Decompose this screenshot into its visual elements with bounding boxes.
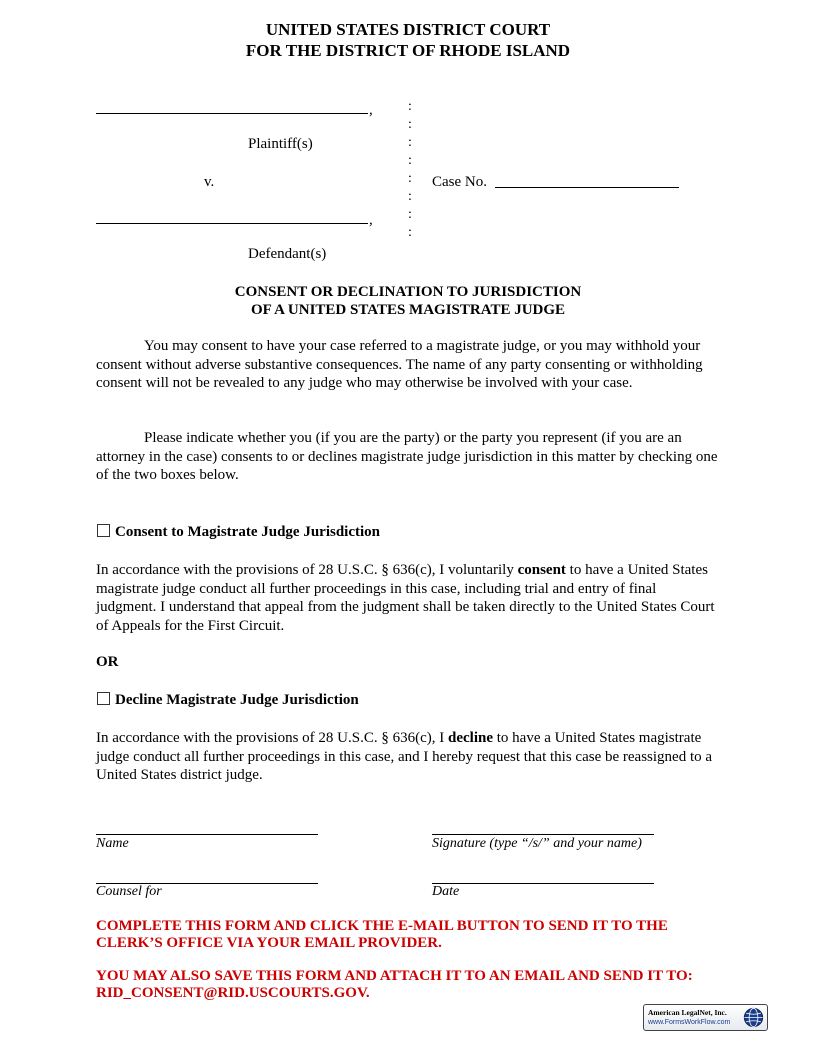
defendant-name-field[interactable] [96, 223, 368, 224]
consent-paragraph [96, 561, 720, 635]
decline-checkbox[interactable] [97, 692, 110, 705]
defendant-label: Defendant(s) [248, 246, 327, 262]
save-instructions: YOU MAY ALSO SAVE THIS FORM AND ATTACH IT TO AN EMAIL AND SEND IT TO: RID_CONSENT@RID.USCOURTS.GOV. [96, 968, 693, 1001]
or-separator: OR [96, 654, 119, 670]
date-label: Date [432, 884, 460, 899]
consent-text-after: to have a United States magistrate judge conduct all further proceedings in this case, including trial and entry of final judgment. I understand that appeal from the judgment shall be taken directly to the United States Court of Appeals for the First Circuit. [96, 562, 715, 634]
defendant-comma: , [369, 212, 373, 228]
consent-heading: Consent to Magistrate Judge Jurisdiction [115, 524, 380, 540]
globe-icon [743, 1007, 764, 1028]
consent-text-before: In accordance with the provisions of 28 U.S.C. § 636(c), I voluntarily [96, 562, 518, 578]
intro-paragraph-2: Please indicate whether you (if you are the party) or the party you represent (if you are an attorney in the case) consents to or declines magistrate judge jurisdiction in this matter by checking one of the two boxes below. [96, 430, 718, 483]
name-label: Name [96, 836, 129, 851]
decline-bold-word: decline [448, 730, 494, 746]
case-number-label: Case No. [432, 174, 487, 190]
plaintiff-label: Plaintiff(s) [248, 136, 313, 152]
plaintiff-comma: , [369, 102, 373, 118]
name-field[interactable] [96, 834, 318, 835]
decline-text-after: to have a United States magistrate judge conduct all further proceedings in this case, and I hereby request that this case be reassigned to a United States district judge. [96, 730, 713, 783]
case-number-field[interactable] [495, 187, 679, 188]
decline-paragraph [96, 729, 720, 785]
date-field[interactable] [432, 883, 654, 884]
email-instructions: COMPLETE THIS FORM AND CLICK THE E-MAIL BUTTON TO SEND IT TO THE CLERK’S OFFICE VIA YOUR EMAIL PROVIDER. [96, 918, 668, 951]
caption-divider: : : : : : : : : [408, 99, 412, 240]
logo-url-text: www.FormsWorkFlow.com [648, 1019, 731, 1026]
decline-option [97, 691, 359, 709]
versus-label: v. [204, 174, 215, 190]
logo-brand-text: American LegalNet, Inc. [648, 1008, 727, 1017]
form-title-line2: OF A UNITED STATES MAGISTRATE JUDGE [250, 302, 566, 318]
consent-bold-word: consent [517, 562, 566, 578]
forms-workflow-logo[interactable] [643, 1004, 768, 1031]
decline-text-before: In accordance with the provisions of 28 U.S.C. § 636(c), I [96, 730, 449, 746]
signature-label: Signature (type “/s/” and your name) [432, 836, 642, 851]
decline-heading: Decline Magistrate Judge Jurisdiction [115, 692, 359, 708]
consent-checkbox[interactable] [97, 524, 110, 537]
court-name: UNITED STATES DISTRICT COURT [265, 20, 551, 39]
plaintiff-name-field[interactable] [96, 113, 368, 114]
counsel-for-label: Counsel for [96, 884, 162, 899]
court-district: FOR THE DISTRICT OF RHODE ISLAND [245, 41, 571, 60]
consent-option [97, 523, 380, 541]
intro-paragraph-1: You may consent to have your case referred to a magistrate judge, or you may withhold your consent without adverse substantive consequences. The name of any party consenting or withholding consent will not be revealed to any judge who may otherwise be involved with your case. [96, 338, 703, 391]
form-title-line1: CONSENT OR DECLINATION TO JURISDICTION [234, 284, 582, 300]
